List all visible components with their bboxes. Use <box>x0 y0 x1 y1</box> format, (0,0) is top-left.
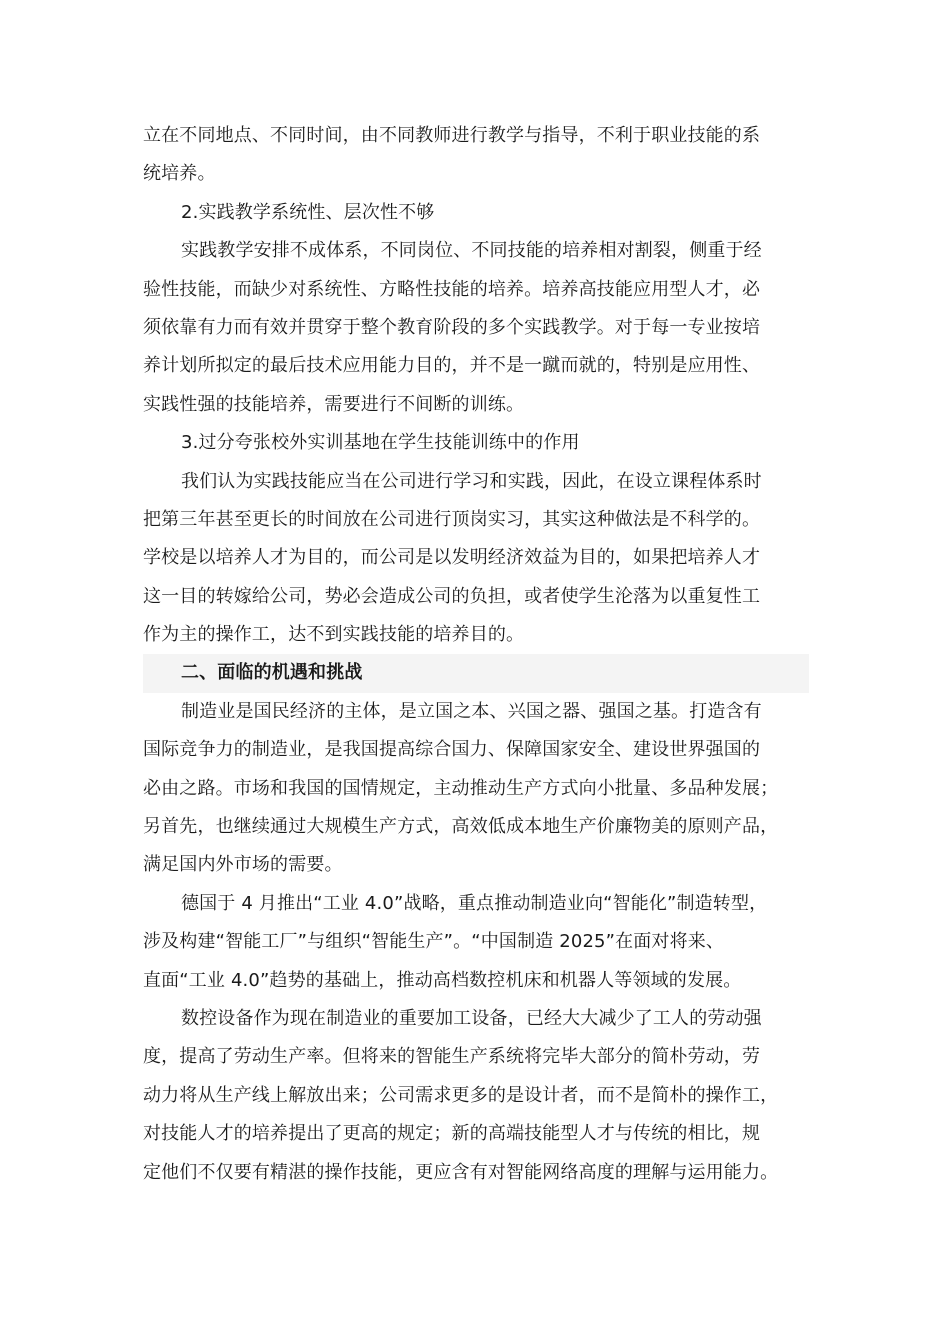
text-line: 国际竞争力的制造业，是我国提高综合国力、保障国家安全、建设世界强国的 <box>143 739 761 761</box>
section-heading-text: 二、面临的机遇和挑战 <box>181 662 363 684</box>
subheading-item-2 <box>143 194 809 232</box>
paragraph-practice-system <box>143 232 809 424</box>
subheading-text: 3.过分夸张校外实训基地在学生技能训练中的作用 <box>181 432 580 454</box>
text-line: 养计划所拟定的最后技术应用能力目的，并不是一蹴而就的，特别是应用性、 <box>143 355 761 377</box>
text-line: 须依靠有力而有效并贯穿于整个教育阶段的多个实践教学。对于每一专业按培 <box>143 316 761 338</box>
text-line: 度，提高了劳动生产率。但将来的智能生产系统将完毕大部分的简朴劳动，劳 <box>143 1046 761 1068</box>
text-line: 直面“工业 4.0”趋势的基础上，推动高档数控机床和机器人等领域的发展。 <box>143 969 742 991</box>
text-line: 数控设备作为现在制造业的重要加工设备，已经大大减少了工人的劳动强 <box>181 1007 762 1029</box>
text-line: 立在不同地点、不同时间，由不同教师进行教学与指导，不利于职业技能的系 <box>143 125 761 146</box>
text-line: 另首先，也继续通过大规模生产方式，高效低成本地生产价廉物美的原则产品， <box>143 816 779 838</box>
text-line: 满足国内外市场的需要。 <box>143 854 343 876</box>
text-line: 统培养。 <box>143 163 216 185</box>
paragraph-cnc-equipment <box>143 1000 809 1192</box>
text-line: 我们认为实践技能应当在公司进行学习和实践，因此，在设立课程体系时 <box>181 470 762 492</box>
paragraph-manufacturing <box>143 693 809 885</box>
text-line: 对技能人才的培养提出了更高的规定；新的高端技能型人才与传统的相比，规 <box>143 1123 761 1145</box>
document-page <box>143 117 809 1192</box>
text-line: 把第三年甚至更长的时间放在公司进行顶岗实习，其实这种做法是不科学的。 <box>143 508 761 530</box>
text-line: 实践性强的技能培养，需要进行不间断的训练。 <box>143 393 525 415</box>
text-line: 学校是以培养人才为目的，而公司是以发明经济效益为目的，如果把培养人才 <box>143 547 761 569</box>
subheading-item-3 <box>143 424 809 462</box>
paragraph-external-base <box>143 463 809 655</box>
text-line: 这一目的转嫁给公司，势必会造成公司的负担，或者使学生沦落为以重复性工 <box>143 585 761 607</box>
text-line: 验性技能，而缺少对系统性、方略性技能的培养。培养高技能应用型人才，必 <box>143 278 761 300</box>
text-line: 德国于 4 月推出“工业 4.0”战略，重点推动制造业向“智能化”制造转型， <box>181 892 768 914</box>
text-line: 动力将从生产线上解放出来；公司需求更多的是设计者，而不是简朴的操作工， <box>143 1084 779 1106</box>
text-line: 定他们不仅要有精湛的操作技能，更应含有对智能网络高度的理解与运用能力。 <box>143 1161 779 1183</box>
text-line: 实践教学安排不成体系，不同岗位、不同技能的培养相对割裂，侧重于经 <box>181 240 762 262</box>
text-line: 作为主的操作工，达不到实践技能的培养目的。 <box>143 624 525 646</box>
section-heading <box>143 654 809 692</box>
paragraph-continued <box>143 117 809 194</box>
text-line: 制造业是国民经济的主体，是立国之本、兴国之器、强国之基。打造含有 <box>181 700 762 722</box>
text-line: 必由之路。市场和我国的国情规定，主动推动生产方式向小批量、多品种发展； <box>143 777 779 799</box>
text-line: 涉及构建“智能工厂”与组织“智能生产”。“中国制造 2025”在面对将来、 <box>143 931 725 953</box>
subheading-text: 2.实践教学系统性、层次性不够 <box>181 201 435 223</box>
paragraph-industry-40 <box>143 885 809 1000</box>
